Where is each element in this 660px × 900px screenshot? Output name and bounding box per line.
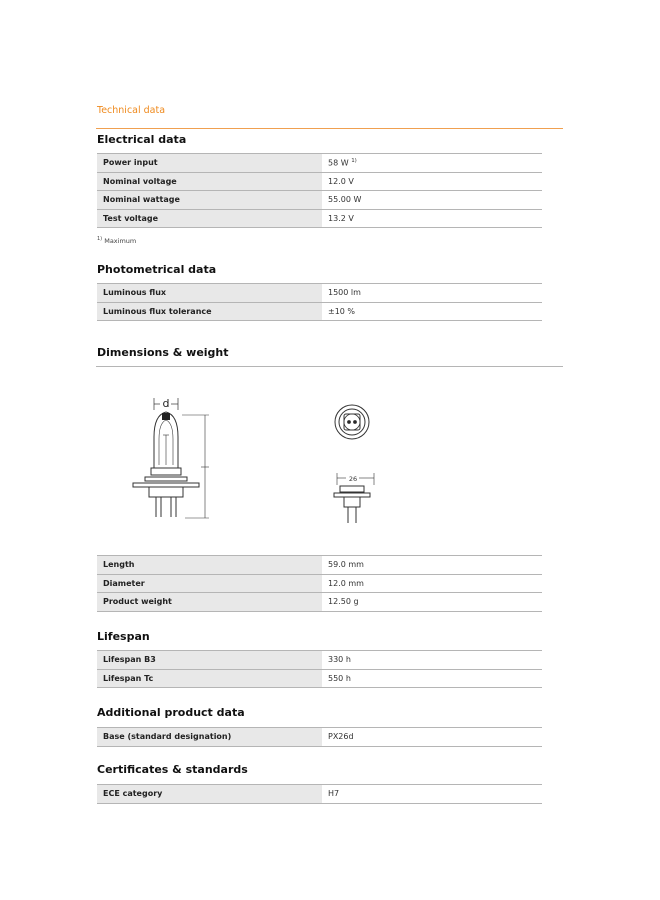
page-header xyxy=(96,104,563,129)
row-value: 1500 lm xyxy=(322,284,542,303)
electrical-table xyxy=(97,153,542,228)
page-header-title: Technical data xyxy=(97,105,166,116)
row-label: Lifespan B3 xyxy=(97,651,322,670)
dimensions-table xyxy=(97,555,542,612)
footnote-ref: 1) xyxy=(351,157,357,164)
row-value: H7 xyxy=(322,785,542,804)
row-value: 12.0 V xyxy=(322,172,542,191)
section-title-certificates: Certificates & standards xyxy=(97,763,248,776)
row-label: Diameter xyxy=(97,574,322,593)
row-value: 12.0 mm xyxy=(322,574,542,593)
table-row xyxy=(97,728,542,747)
lifespan-table xyxy=(97,650,542,688)
d-dimension-label: d xyxy=(162,397,170,410)
table-row xyxy=(97,651,542,670)
row-label: Nominal wattage xyxy=(97,191,322,210)
table-row xyxy=(97,302,542,321)
row-label: Lifespan Tc xyxy=(97,669,322,688)
row-value: PX26d xyxy=(322,728,542,747)
width-dimension-label: 26 xyxy=(348,475,358,483)
row-label: Luminous flux tolerance xyxy=(97,302,322,321)
table-row xyxy=(97,593,542,612)
footnote-mark: 1) xyxy=(97,236,103,242)
footnote-text: Maximum xyxy=(104,237,137,246)
footnote xyxy=(97,236,136,245)
bulb-top-base-view-diagram xyxy=(325,385,395,530)
row-label: Power input xyxy=(97,154,322,173)
section-title-photometrical: Photometrical data xyxy=(97,263,217,276)
certificates-table xyxy=(97,784,542,804)
row-value: 330 h xyxy=(322,651,542,670)
row-label: Product weight xyxy=(97,593,322,612)
row-label: Base (standard designation) xyxy=(97,728,322,747)
bulb-side-view-diagram xyxy=(125,385,225,530)
photometrical-table xyxy=(97,283,542,321)
row-label: Test voltage xyxy=(97,209,322,228)
table-row xyxy=(97,172,542,191)
additional-table xyxy=(97,727,542,747)
table-row xyxy=(97,209,542,228)
row-value: 59.0 mm xyxy=(322,556,542,575)
section-divider xyxy=(96,366,563,367)
row-label: Luminous flux xyxy=(97,284,322,303)
section-title-dimensions: Dimensions & weight xyxy=(97,346,229,359)
row-value: 13.2 V xyxy=(322,209,542,228)
row-value: 550 h xyxy=(322,669,542,688)
row-value: 55.00 W xyxy=(322,191,542,210)
row-label: Length xyxy=(97,556,322,575)
table-row xyxy=(97,154,542,173)
row-value: ±10 % xyxy=(322,302,542,321)
table-row xyxy=(97,574,542,593)
section-title-lifespan: Lifespan xyxy=(97,630,150,643)
table-row xyxy=(97,191,542,210)
section-title-additional: Additional product data xyxy=(97,706,245,719)
row-label: Nominal voltage xyxy=(97,172,322,191)
row-value: 12.50 g xyxy=(322,593,542,612)
table-row xyxy=(97,284,542,303)
table-row xyxy=(97,556,542,575)
table-row xyxy=(97,785,542,804)
table-row xyxy=(97,669,542,688)
row-label: ECE category xyxy=(97,785,322,804)
section-title-electrical: Electrical data xyxy=(97,133,187,146)
row-value xyxy=(322,154,542,173)
row-value-text: 58 W xyxy=(328,158,349,168)
